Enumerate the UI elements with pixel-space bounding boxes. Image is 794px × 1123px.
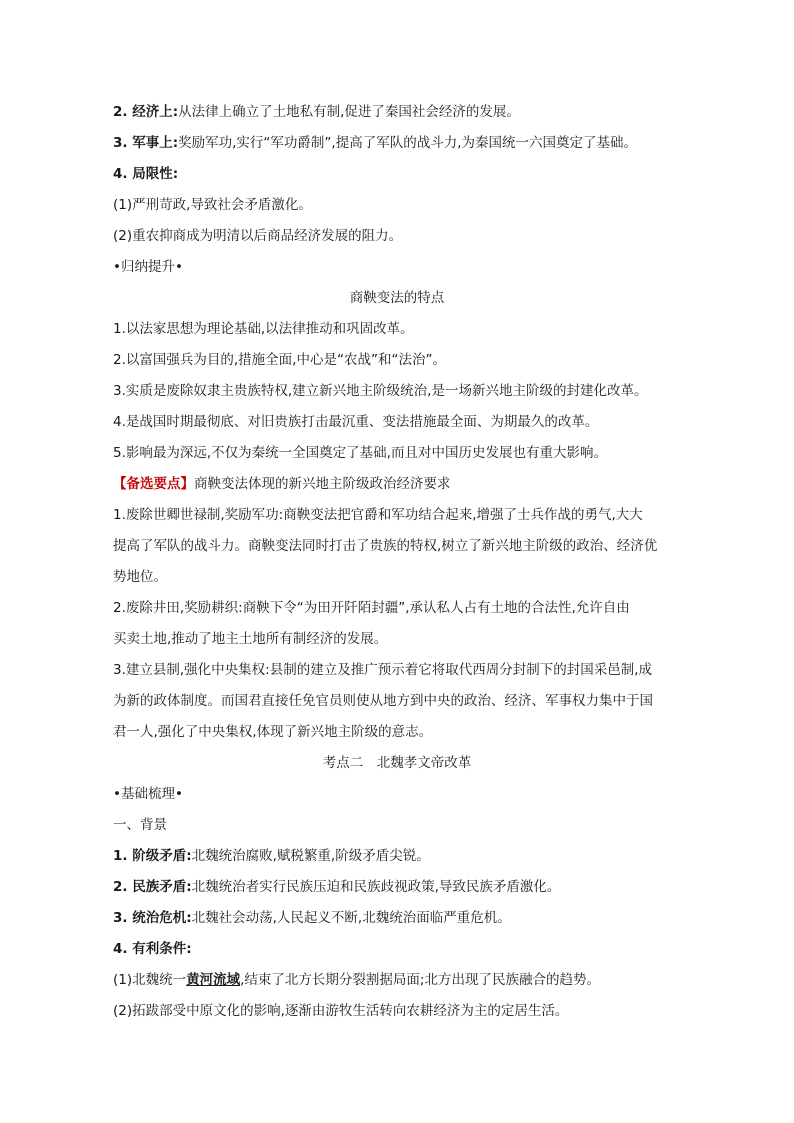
economic-effect-line [113,102,693,122]
rule-crisis-label: 3. 统治危机: [113,910,192,926]
basics-section-label: •基础梳理• [113,786,183,802]
section-title: 考点二 北魏孝文帝改革 [322,755,472,771]
favorable-condition-2: (2)拓跋部受中原文化的影响,逐渐由游牧生活转向农耕经济为主的定居生活。 [113,1003,569,1019]
background-heading: 一、背景 [113,817,167,833]
feature-item-1: 1.以法家思想为理论基础,以法律推动和巩固改革。 [113,321,414,337]
extra-point-1-line-3: 势地位。 [113,569,167,585]
limitation-heading [113,164,693,184]
favorable-condition-1 [113,970,693,990]
rule-crisis-line [113,908,693,928]
military-effect-label: 3. 军事上: [113,135,179,151]
class-conflict-text: 北魏统治腐败,赋税繁重,阶级矛盾尖锐。 [191,848,430,864]
ethnic-conflict-line [113,877,693,897]
favorable-conditions-heading [113,939,693,959]
class-conflict-label: 1. 阶级矛盾: [113,848,192,864]
military-effect-text: 奖励军功,实行“军功爵制”,提高了军队的战斗力,为秦国统一六国奠定了基础。 [178,135,637,151]
yellow-river-basin-term: 黄河流域 [186,972,241,988]
limitation-label: 4. 局限性: [113,166,179,182]
features-title: 商鞅变法的特点 [349,290,445,306]
limitation-item-2: (2)重农抑商成为明清以后商品经济发展的阻力。 [113,228,403,244]
feature-item-2: 2.以富国强兵为目的,措施全面,中心是“农战”和“法治”。 [113,352,446,368]
extra-point-3-line-1: 3.建立县制,强化中央集权:县制的建立及推广预示着它将取代西周分封制下的封国采邑制,成 [113,662,653,678]
ethnic-conflict-label: 2. 民族矛盾: [113,879,192,895]
economic-effect-text: 从法律上确立了土地私有制,促进了秦国社会经济的发展。 [178,104,520,120]
extra-points-title: 商鞅变法体现的新兴地主阶级政治经济要求 [194,476,451,492]
ethnic-conflict-text: 北魏统治者实行民族压迫和民族歧视政策,导致民族矛盾激化。 [191,879,561,895]
feature-item-4: 4.是战国时期最彻底、对旧贵族打击最沉重、变法措施最全面、为期最久的改革。 [113,414,599,430]
extra-point-2-line-1: 2.废除井田,奖励耕织:商鞅下令“为田开阡陌封疆”,承认私人占有土地的合法性,允许自由 [113,600,630,616]
rule-crisis-text: 北魏社会动荡,人民起义不断,北魏统治面临严重危机。 [191,910,511,926]
summary-section-label: •归纳提升• [113,259,183,275]
feature-item-5: 5.影响最为深远,不仅为秦统一全国奠定了基础,而且对中国历史发展也有重大影响。 [113,445,607,461]
favorable-condition-1-prefix: (1)北魏统一 [113,972,187,988]
extra-point-3-line-3: 君一人,强化了中央集权,体现了新兴地主阶级的意志。 [113,724,433,740]
favorable-conditions-label: 4. 有利条件: [113,941,192,957]
economic-effect-label: 2. 经济上: [113,104,179,120]
feature-item-3: 3.实质是废除奴隶主贵族特权,建立新兴地主阶级统治,是一场新兴地主阶级的封建化改革。 [113,383,648,399]
limitation-item-1: (1)严刑苛政,导致社会矛盾激化。 [113,197,312,213]
favorable-condition-1-text: ,结束了北方长期分裂割据局面;北方出现了民族融合的趋势。 [240,972,600,988]
extra-points-heading [113,474,693,494]
extra-point-1-line-2: 提高了军队的战斗力。商鞅变法同时打击了贵族的特权,树立了新兴地主阶级的政治、经济优 [113,538,658,554]
extra-point-1-line-1: 1.废除世卿世禄制,奖励军功:商鞅变法把官爵和军功结合起来,增强了士兵作战的勇气,大大 [113,507,643,523]
extra-point-2-line-2: 买卖土地,推动了地主土地所有制经济的发展。 [113,631,388,647]
military-effect-line [113,133,693,153]
class-conflict-line [113,846,693,866]
extra-point-3-line-2: 为新的政体制度。而国君直接任免官员则使从地方到中央的政治、经济、军事权力集中于国 [113,693,653,709]
extra-points-tag: 【备选要点】 [113,476,194,492]
